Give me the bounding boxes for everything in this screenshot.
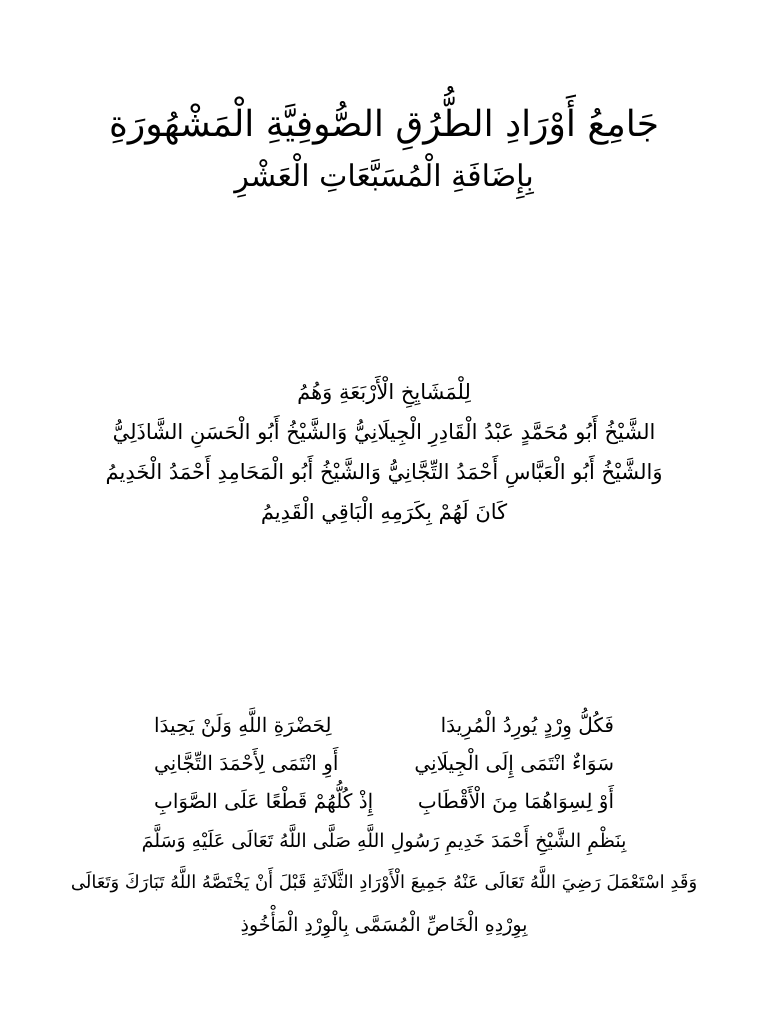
book-subtitle: بِإِضَافَةِ الْمُسَبَّعَاتِ الْعَشْرِ bbox=[234, 159, 534, 194]
note-line: وَقَدِ اسْتَعْمَلَ رَضِيَ اللَّهُ تَعَالَى عَنْهُ جَمِيعَ الْأَوْرَادِ الثَّلَاثَةِ قَبْلَ أَنْ يَخْتَصَّهُ اللَّهُ تَبَارَكَ وَتَعَالَى bbox=[70, 872, 698, 893]
verse-second-hemistich: لِحَضْرَةِ اللَّهِ وَلَنْ يَحِيدَا bbox=[154, 713, 332, 737]
verse-second-hemistich: إِذْ كُلُّهُمْ قَطْعًا عَلَى الصَّوَابِ bbox=[154, 789, 374, 813]
author-attribution: بِنَظْمِ الشَّيْخِ أَحْمَدَ خَدِيمِ رَسُولِ اللَّهِ صَلَّى اللَّهُ تَعَالَى عَلَيْهِ وَسَلَّمَ bbox=[141, 830, 627, 852]
verse-first-hemistich: أَوْ لِسِوَاهُمَا مِنَ الْأَقْطَابِ bbox=[417, 789, 614, 813]
poem-verse bbox=[0, 782, 768, 820]
poem-verse bbox=[0, 706, 768, 744]
verse-first-hemistich: سَوَاءٌ انْتَمَى إِلَى الْجِيلَانِي bbox=[414, 751, 614, 775]
poem-verse bbox=[0, 744, 768, 782]
note-line: بِوِرْدِهِ الْخَاصِّ الْمُسَمَّى بِالْوِرْدِ الْمَأْخُوذِ bbox=[240, 914, 528, 936]
book-title: جَامِعُ أَوْرَادِ الطُّرُقِ الصُّوفِيَّةِ الْمَشْهُورَةِ bbox=[108, 104, 660, 145]
dedication-line: الشَّيْخُ أَبُو مُحَمَّدٍ عَبْدُ الْقَادِرِ الْجِيلَانِيُّ وَالشَّيْخُ أَبُو الْحَسَنِ الشَّاذَلِيُّ bbox=[112, 420, 656, 444]
dedication-line: وَالشَّيْخُ أَبُو الْعَبَّاسِ أَحْمَدُ التِّجَّانِيُّ وَالشَّيْخُ أَبُو الْمَحَامِدِ أَحْمَدُ الْخَدِيمُ bbox=[105, 460, 663, 484]
dedication-intro: لِلْمَشَايِخِ الْأَرْبَعَةِ وَهُمُ bbox=[297, 380, 471, 404]
sheikhs-dedication bbox=[30, 372, 738, 532]
verse-first-hemistich: فَكُلُّ وِرْدٍ يُورِدُ الْمُرِيدَا bbox=[440, 713, 614, 737]
dedication-closing: كَانَ لَهُمْ بِكَرَمِهِ الْبَاقِي الْقَدِيمُ bbox=[260, 500, 508, 524]
title-block bbox=[40, 98, 728, 202]
poem-block bbox=[0, 706, 768, 946]
verse-second-hemistich: أَوِ انْتَمَى لِأَحْمَدَ التِّجَّانِي bbox=[154, 751, 339, 775]
